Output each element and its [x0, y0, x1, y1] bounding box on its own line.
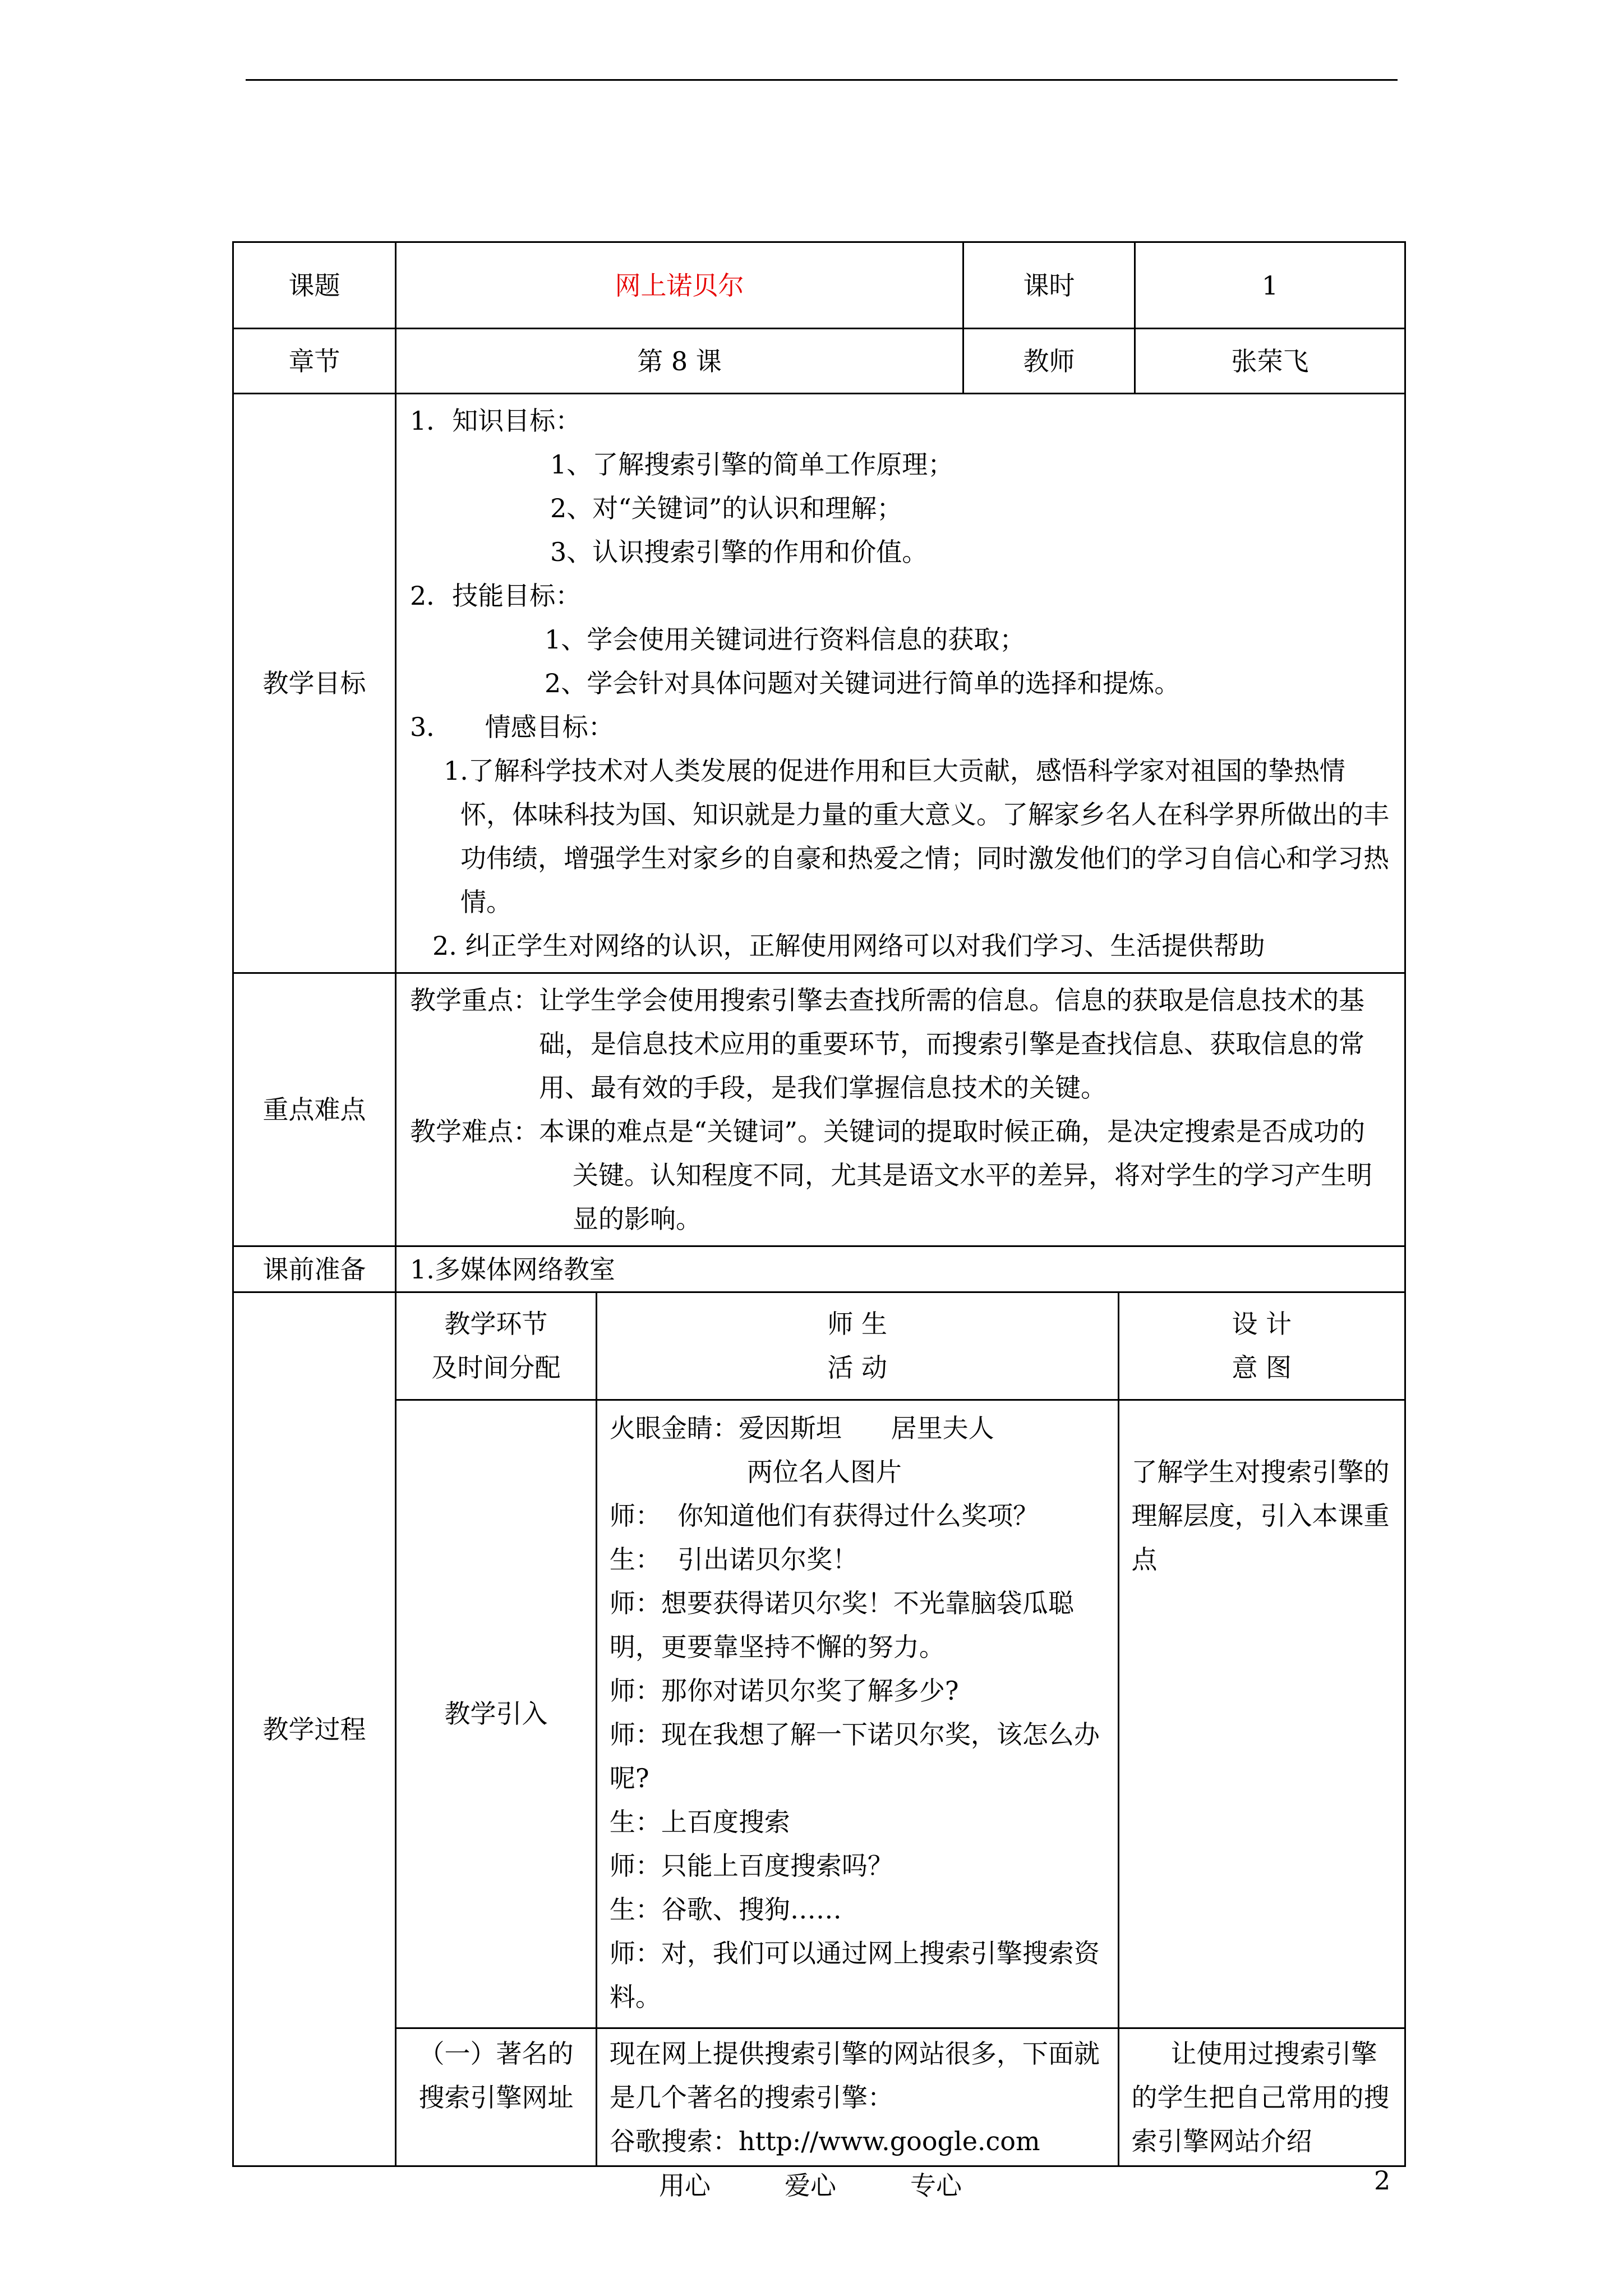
topic-row: [233, 242, 1405, 329]
key-points-label: 重点难点: [233, 973, 396, 1246]
activities-header: 师 生 活 动: [596, 1293, 1118, 1400]
activity-line: 谷歌搜索：http://www.google.com: [609, 2125, 1040, 2156]
motto-word: 专心: [910, 2170, 962, 2201]
activity-line: 师：对，我们可以通过网上搜索引擎搜索资料。: [609, 1938, 1100, 2012]
emotion-title: 3． 情感目标：: [410, 712, 614, 742]
stage-header: 教学环节 及时间分配: [396, 1293, 596, 1400]
chapter-row: [233, 329, 1405, 394]
activities-cell: [596, 2028, 1118, 2165]
motto-word: 用心: [659, 2170, 711, 2201]
teacher-value: 张荣飞: [1135, 329, 1405, 394]
skill-item: 1、学会使用关键词进行资料信息的获取；: [545, 624, 1026, 655]
activity-line: 两位名人图片: [746, 1456, 902, 1487]
hours-value: 1: [1135, 242, 1405, 329]
process-content: [396, 1292, 1405, 2166]
topic-value: 网上诺贝尔: [396, 242, 963, 329]
activity-line: 师：只能上百度搜索吗？: [609, 1850, 893, 1881]
activity-line: 火眼金睛：爱因斯坦 居里夫人: [609, 1412, 994, 1443]
intent-cell: [1118, 1400, 1404, 2028]
knowledge-item: 3、认识搜索引擎的作用和价值。: [550, 537, 928, 567]
process-table: [396, 1293, 1404, 2165]
activity-line: 师： 你知道他们有获得过什么奖项？: [609, 1500, 1039, 1531]
key-points-row: [233, 973, 1405, 1246]
activity-line: 师：那你对诺贝尔奖了解多少?: [609, 1675, 959, 1706]
intent-header: 设 计 意 图: [1118, 1293, 1404, 1400]
lesson-plan-table: [232, 241, 1406, 2167]
activity-line: 师：现在我想了解一下诺贝尔奖，该怎么办呢?: [609, 1719, 1100, 1793]
chapter-label: 章节: [233, 329, 396, 394]
process-row-search-sites: [396, 2028, 1404, 2165]
process-label: 教学过程: [233, 1292, 396, 2166]
emotion-item: 2. 纠正学生对网络的认识，正解使用网络可以对我们学习、生活提供帮助: [432, 931, 1265, 961]
teacher-label: 教师: [963, 329, 1135, 394]
objectives-label: 教学目标: [233, 394, 396, 973]
teaching-focus: 教学重点：让学生学会使用搜索引擎去查找所需的信息。信息的获取是信息技术的基础，是信息技术应用的重要环节，而搜索引擎是查找信息、获取信息的常用、最有效的手段，是我们掌握信息技术的关键。: [410, 985, 1364, 1103]
hours-label: 课时: [963, 242, 1135, 329]
teaching-difficulty: 教学难点：本课的难点是“关键词”。关键词的提取时候正确，是决定搜索是否成功的关键。认知程度不同，尤其是语文水平的差异，将对学生的学习产生明显的影响。: [410, 1116, 1372, 1234]
motto-word: 爱心: [785, 2170, 836, 2201]
activity-line: 生：上百度搜索: [609, 1806, 790, 1837]
knowledge-item: 1、了解搜索引擎的简单工作原理；: [550, 449, 954, 480]
intent-text: 让使用过搜索引擎的学生把自己常用的搜索引擎网站介绍: [1131, 2038, 1390, 2156]
header-rule: [246, 79, 1398, 81]
knowledge-title: 1．知识目标：: [410, 406, 582, 436]
knowledge-item: 2、对“关键词”的认识和理解；: [550, 493, 903, 523]
activity-line: 生：谷歌、搜狗……: [609, 1894, 842, 1925]
stage-cell: 教学引入: [396, 1400, 596, 2028]
skill-item: 2、学会针对具体问题对关键词进行简单的选择和提炼。: [545, 668, 1181, 698]
stage-cell: [396, 2028, 596, 2165]
key-points-content: [396, 973, 1405, 1246]
activities-cell: [596, 1400, 1118, 2028]
skill-title: 2．技能目标：: [410, 581, 582, 611]
process-header-row: [396, 1293, 1404, 1400]
process-row-intro: [396, 1400, 1404, 2028]
preparation-label: 课前准备: [233, 1246, 396, 1292]
stage-text: （一）著名的搜索引擎网址: [418, 2038, 574, 2113]
activity-line: 现在网上提供搜索引擎的网站很多，下面就是几个著名的搜索引擎：: [609, 2038, 1100, 2113]
activity-line: 生： 引出诺贝尔奖！: [609, 1544, 859, 1575]
objectives-content: [396, 394, 1405, 973]
page-number: 2: [1374, 2165, 1391, 2196]
intent-cell: [1118, 2028, 1404, 2165]
intent-text: 了解学生对搜索引擎的理解层度，引入本课重点: [1131, 1456, 1390, 1575]
process-row: [233, 1292, 1405, 2166]
topic-label: 课题: [233, 242, 396, 329]
activity-line: 师：想要获得诺贝尔奖！不光靠脑袋瓜聪明，更要靠坚持不懈的努力。: [609, 1588, 1074, 1662]
preparation-value: 1.多媒体网络教室: [396, 1246, 1405, 1292]
preparation-row: [233, 1246, 1405, 1292]
objectives-row: [233, 394, 1405, 973]
chapter-value: 第 8 课: [396, 329, 963, 394]
emotion-item: 1.了解科学技术对人类发展的促进作用和巨大贡献，感悟科学家对祖国的挚热情怀，体味科技为国、知识就是力量的重大意义。了解家乡名人在科学界所做出的丰功伟绩，增强学生对家乡的自豪和热爱之情；同时激发他们的学习自信心和学习热情。: [444, 756, 1389, 917]
footer-motto: [659, 2165, 962, 2202]
